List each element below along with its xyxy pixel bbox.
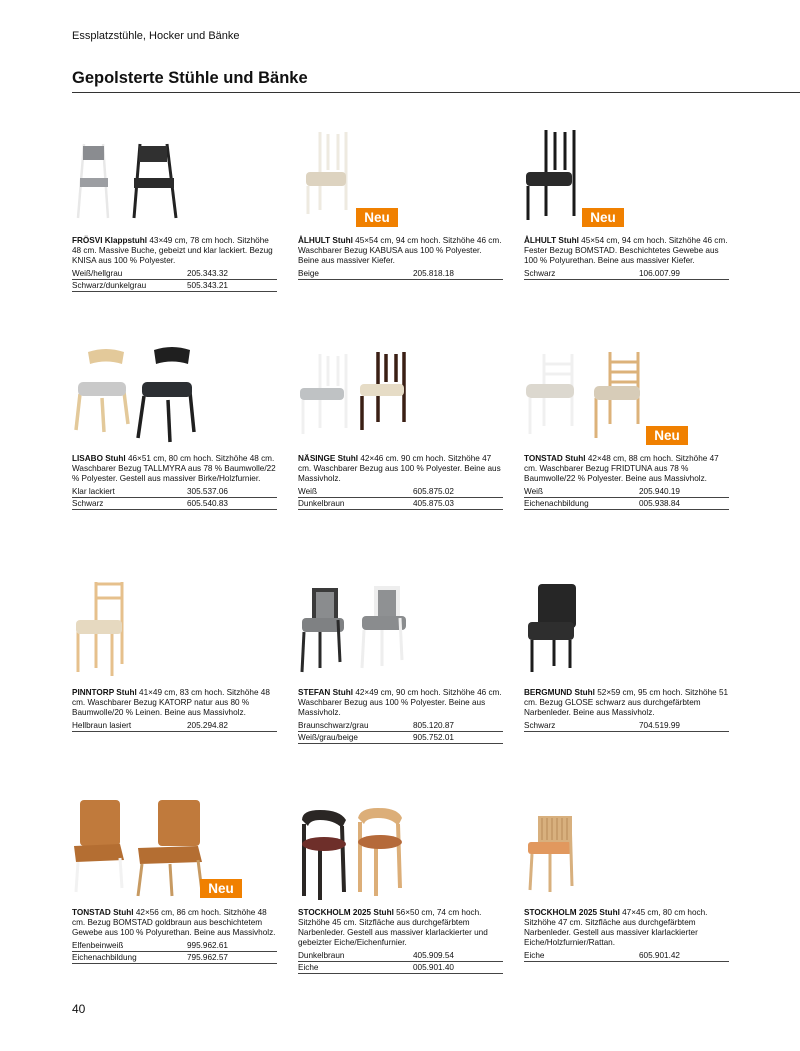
product-description (298, 236, 503, 266)
variant-color: Schwarz (524, 269, 556, 278)
variant-row[interactable] (298, 950, 503, 962)
product-card-alhult-schwarz[interactable] (524, 124, 729, 280)
product-name: STOCKHOLM 2025 Stuhl (298, 908, 394, 917)
article-number: 605.540.83 (187, 499, 228, 508)
variant-color: Eichenachbildung (72, 953, 137, 962)
product-card-stockholm-47[interactable] (524, 796, 729, 962)
variant-color: Eichenachbildung (524, 499, 589, 508)
variant-row[interactable] (524, 950, 729, 962)
article-number: 005.901.40 (413, 963, 454, 972)
variant-color: Elfenbeinweiß (72, 941, 124, 950)
new-badge: Neu (582, 208, 624, 227)
article-number: 605.901.42 (639, 951, 680, 960)
variant-color: Schwarz (72, 499, 104, 508)
variant-row[interactable] (72, 720, 277, 732)
new-badge: Neu (356, 208, 398, 227)
variant-color: Klar lackiert (72, 487, 115, 496)
article-number: 405.909.54 (413, 951, 454, 960)
variant-row[interactable] (72, 952, 277, 964)
variant-row[interactable] (524, 486, 729, 498)
variant-color: Beige (298, 269, 319, 278)
variant-color: Weiß (298, 487, 317, 496)
product-details: 52×59 cm, 95 cm hoch. Sitzhöhe 51 cm. Bezug GLOSE schwarz aus durchgefärbtem Narbenleder. Beine aus Massivholz. (524, 688, 729, 717)
chair-illustration (524, 124, 729, 234)
variant-list (72, 268, 277, 292)
product-description (72, 454, 277, 484)
product-name: STEFAN Stuhl (298, 688, 354, 697)
article-number: 205.294.82 (187, 721, 228, 730)
variant-list (72, 486, 277, 510)
product-description (72, 908, 277, 938)
variant-color: Eiche (298, 963, 319, 972)
product-image (524, 342, 729, 452)
chair-illustration (298, 342, 503, 452)
product-image (524, 124, 729, 234)
product-description (298, 688, 503, 718)
product-card-tonstad-bomstad[interactable] (72, 796, 277, 964)
article-number: 106.007.99 (639, 269, 680, 278)
product-card-lisabo[interactable] (72, 342, 277, 510)
variant-color: Weiß/hellgrau (72, 269, 123, 278)
product-image (298, 796, 503, 906)
chair-illustration (72, 576, 277, 686)
page-number: 40 (72, 1002, 86, 1016)
chair-illustration (524, 342, 729, 452)
variant-row[interactable] (298, 486, 503, 498)
chair-illustration (72, 342, 277, 452)
product-description (298, 454, 503, 484)
product-card-frosvi[interactable] (72, 124, 277, 292)
product-details: 45×54 cm, 94 cm hoch. Sitzhöhe 46 cm. Waschbarer Bezug KABUSA aus 100 % Polyester. Beine aus massiver Kiefer. (298, 236, 502, 265)
product-name: TONSTAD Stuhl (72, 908, 134, 917)
variant-row[interactable] (298, 498, 503, 510)
variant-row[interactable] (72, 940, 277, 952)
product-description (524, 908, 729, 948)
variant-list (298, 720, 503, 744)
page-title: Gepolsterte Stühle und Bänke (72, 69, 308, 87)
chair-illustration (524, 576, 729, 686)
product-details: 47×45 cm, 80 cm hoch. Sitzhöhe 47 cm. Sitzfläche aus durchgefärbtem Narbenleder. Gestell aus massiver klarlackierter Eiche/Holzfurnier/Rattan. (524, 908, 708, 947)
product-description (524, 236, 729, 266)
product-name: ÅLHULT Stuhl (524, 236, 579, 245)
variant-color: Schwarz/dunkelgrau (72, 281, 147, 290)
product-details: 42×56 cm, 86 cm hoch. Sitzhöhe 48 cm. Bezug BOMSTAD goldbraun aus beschichtetem Gewebe aus 100 % Polyurethan. Beine aus Massivholz. (72, 908, 276, 937)
product-description (524, 688, 729, 718)
article-number: 795.962.57 (187, 953, 228, 962)
product-name: BERGMUND Stuhl (524, 688, 595, 697)
product-name: PINNTORP Stuhl (72, 688, 137, 697)
variant-list (72, 940, 277, 964)
product-image (72, 576, 277, 686)
product-description (72, 236, 277, 266)
title-divider (72, 92, 800, 93)
variant-row[interactable] (298, 732, 503, 744)
variant-row[interactable] (72, 498, 277, 510)
product-description (298, 908, 503, 948)
product-details: 56×50 cm, 74 cm hoch. Sitzhöhe 45 cm. Sitzfläche aus durchgefärbtem Narbenleder. Gestell aus massiver klarlackierter und gebeizter Eiche/Eichenfurnier. (298, 908, 488, 947)
article-number: 205.940.19 (639, 487, 680, 496)
chair-illustration (72, 124, 277, 234)
variant-list (524, 268, 729, 280)
product-details: 46×51 cm, 80 cm hoch. Sitzhöhe 48 cm. Waschbarer Bezug TALLMYRA aus 78 % Baumwolle/22 % Polyester. Gestell aus massiver Birke/Holzfurnier. (72, 454, 276, 483)
product-name: NÄSINGE Stuhl (298, 454, 359, 463)
article-number: 305.537.06 (187, 487, 228, 496)
article-number: 205.818.18 (413, 269, 454, 278)
product-details: 42×49 cm, 90 cm hoch. Sitzhöhe 46 cm. Waschbarer Bezug aus 100 % Polyester. Beine aus Massivholz. (298, 688, 502, 717)
product-card-stockholm-56[interactable] (298, 796, 503, 974)
variant-list (524, 720, 729, 732)
product-image (298, 124, 503, 234)
product-card-tonstad-weiss[interactable] (524, 342, 729, 510)
article-number: 905.752.01 (413, 733, 454, 742)
product-name: LISABO Stuhl (72, 454, 126, 463)
article-number: 205.343.32 (187, 269, 228, 278)
product-image (524, 796, 729, 906)
product-name: STOCKHOLM 2025 Stuhl (524, 908, 620, 917)
product-name: ÅLHULT Stuhl (298, 236, 353, 245)
product-details: 41×49 cm, 83 cm hoch. Sitzhöhe 48 cm. Waschbarer Bezug KATORP natur aus 80 % Baumwolle/20 % Leinen. Beine aus Massivholz. (72, 688, 270, 717)
variant-row[interactable] (524, 720, 729, 732)
chair-illustration (298, 796, 503, 906)
product-card-pinntorp[interactable] (72, 576, 277, 732)
variant-color: Dunkelbraun (298, 499, 345, 508)
variant-row[interactable] (524, 268, 729, 280)
article-number: 005.938.84 (639, 499, 680, 508)
product-card-nasinge[interactable] (298, 342, 503, 510)
variant-row[interactable] (524, 498, 729, 510)
product-name: TONSTAD Stuhl (524, 454, 586, 463)
variant-row[interactable] (298, 720, 503, 732)
article-number: 505.343.21 (187, 281, 228, 290)
variant-list (298, 950, 503, 974)
variant-list (298, 486, 503, 510)
product-image (298, 576, 503, 686)
variant-color: Weiß (524, 487, 543, 496)
product-details: 42×48 cm, 88 cm hoch. Sitzhöhe 47 cm. Waschbarer Bezug FRIDTUNA aus 78 % Baumwolle/22 % Polyester. Beine aus Massivholz. (524, 454, 719, 483)
variant-list (298, 268, 503, 280)
chair-illustration (298, 124, 503, 234)
product-description (524, 454, 729, 484)
breadcrumb: Essplatzstühle, Hocker und Bänke (72, 30, 240, 42)
product-details: 45×54 cm, 94 cm hoch. Sitzhöhe 46 cm. Fester Bezug BOMSTAD. Beschichtetes Gewebe aus 100 % Polyurethan. Beine aus massiver Kiefer. (524, 236, 728, 265)
variant-row[interactable] (72, 486, 277, 498)
variant-row[interactable] (72, 280, 277, 292)
article-number: 995.962.61 (187, 941, 228, 950)
variant-list (524, 950, 729, 962)
article-number: 805.120.87 (413, 721, 454, 730)
article-number: 405.875.03 (413, 499, 454, 508)
variant-list (524, 486, 729, 510)
variant-row[interactable] (298, 268, 503, 280)
product-name: FRÖSVI Klappstuhl (72, 236, 148, 245)
product-image (298, 342, 503, 452)
new-badge: Neu (646, 426, 688, 445)
product-details: 42×46 cm. 90 cm hoch. Sitzhöhe 47 cm. Waschbarer Bezug aus 100 % Polyester. Beine aus Massivholz. (298, 454, 501, 483)
variant-row[interactable] (72, 268, 277, 280)
variant-color: Eiche (524, 951, 545, 960)
chair-illustration (72, 796, 277, 906)
article-number: 605.875.02 (413, 487, 454, 496)
variant-color: Schwarz (524, 721, 556, 730)
variant-color: Weiß/grau/beige (298, 733, 358, 742)
variant-color: Hellbraun lasiert (72, 721, 132, 730)
article-number: 704.519.99 (639, 721, 680, 730)
product-card-bergmund[interactable] (524, 576, 729, 732)
variant-list (72, 720, 277, 732)
new-badge: Neu (200, 879, 242, 898)
variant-row[interactable] (298, 962, 503, 974)
product-description (72, 688, 277, 718)
chair-illustration (524, 796, 729, 906)
product-image (72, 124, 277, 234)
product-image (72, 342, 277, 452)
product-image (72, 796, 277, 906)
variant-color: Dunkelbraun (298, 951, 345, 960)
product-card-alhult-beige[interactable] (298, 124, 503, 280)
product-image (524, 576, 729, 686)
chair-illustration (298, 576, 503, 686)
variant-color: Braunschwarz/grau (298, 721, 369, 730)
product-details: 43×49 cm, 78 cm hoch. Sitzhöhe 48 cm. Massive Buche, gebeizt und klar lackiert. Bezug KNISA aus 100 % Polyester. (72, 236, 273, 265)
product-card-stefan[interactable] (298, 576, 503, 744)
